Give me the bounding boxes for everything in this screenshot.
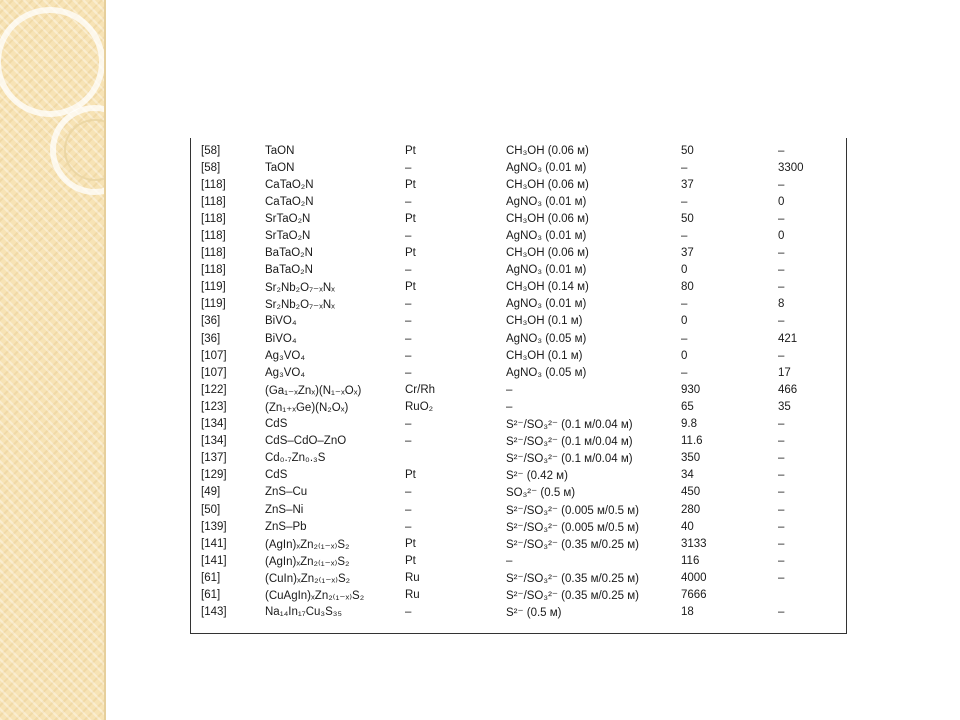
sacrificial-reagent-cell: S²⁻/SO₃²⁻ (0.005 м/0.5 м) [506,521,639,534]
reference-cell: [36] [201,315,221,328]
h2-rate-cell: 3133 [681,537,707,550]
sacrificial-reagent-cell: S²⁻/SO₃²⁻ (0.1 м/0.04 м) [506,436,633,449]
sacrificial-reagent-cell: S²⁻/SO₃²⁻ (0.35 м/0.25 м) [506,538,639,551]
cocatalyst-cell: Pt [405,281,416,294]
sacrificial-reagent-cell: S²⁻ (0.5 м) [506,607,562,620]
o2-rate-cell: – [778,452,785,465]
cocatalyst-cell: – [405,161,412,174]
h2-rate-cell: 18 [681,606,694,619]
o2-rate-cell: – [778,418,785,431]
reference-cell: [118] [201,212,226,225]
o2-rate-cell: – [778,144,785,157]
h2-rate-cell: 50 [681,212,694,225]
h2-rate-cell: 450 [681,486,701,499]
h2-rate-cell: – [681,230,688,243]
table-row [191,484,846,501]
photocatalyst-cell: SrTaO₂N [265,230,311,243]
sacrificial-reagent-cell: AgNO₃ (0.05 м) [506,366,587,379]
reference-cell: [61] [201,588,221,601]
table-row [191,518,846,535]
cocatalyst-cell: Pt [405,178,416,191]
cocatalyst-cell: – [405,195,412,208]
sacrificial-reagent-cell: SO₃²⁻ (0.5 м) [506,487,576,500]
cocatalyst-cell: Cr/Rh [405,383,436,396]
photocatalyst-cell: BaTaO₂N [265,247,313,260]
photocatalyst-cell: CdS–CdO–ZnO [265,435,347,448]
sacrificial-reagent-cell: CH₃OH (0.1 м) [506,315,583,328]
o2-rate-cell: 466 [778,383,798,396]
o2-rate-cell: 0 [778,230,785,243]
reference-cell: [129] [201,469,227,482]
o2-rate-cell: – [778,247,785,260]
table-row [191,296,846,313]
o2-rate-cell: 8 [778,298,785,311]
table-row [191,569,846,586]
cocatalyst-cell: Ru [405,588,420,601]
reference-cell: [118] [201,264,226,277]
photocatalyst-cell: Ag₃VO₄ [265,349,306,362]
reference-cell: [122] [201,383,227,396]
h2-rate-cell: 0 [681,349,688,362]
table-row [191,245,846,262]
data-table-frame [190,138,847,634]
table-body [191,142,846,621]
o2-rate-cell: – [778,554,785,567]
cocatalyst-cell: – [405,315,412,328]
photocatalyst-cell: (CuAgIn)ₓZn₂₍₁₋ₓ₎S₂ [265,589,365,602]
cocatalyst-cell: RuO₂ [405,400,434,413]
cocatalyst-cell: Pt [405,554,416,567]
o2-rate-cell: – [778,264,785,277]
reference-cell: [58] [201,161,221,174]
h2-rate-cell: 34 [681,469,694,482]
h2-rate-cell: – [681,298,688,311]
photocatalyst-cell: Ag₃VO₄ [265,366,306,379]
o2-rate-cell: – [778,520,785,533]
photocatalyst-cell: BaTaO₂N [265,264,313,277]
cocatalyst-cell: Pt [405,537,416,550]
reference-cell: [134] [201,418,227,431]
sacrificial-reagent-cell: CH₃OH (0.1 м) [506,349,583,362]
photocatalyst-cell: (Zn₁₊ₓGe)(N₂Oₓ) [265,401,349,414]
table-row [191,604,846,621]
table-row [191,210,846,227]
cocatalyst-cell: – [405,503,412,516]
reference-cell: [58] [201,144,221,157]
h2-rate-cell: 0 [681,264,688,277]
table-row [191,159,846,176]
sacrificial-reagent-cell: AgNO₃ (0.01 м) [506,161,587,174]
table-row [191,450,846,467]
sacrificial-reagent-cell: CH₃OH (0.06 м) [506,144,589,157]
cocatalyst-cell: – [405,486,412,499]
sacrificial-reagent-cell: CH₃OH (0.14 м) [506,281,589,294]
sacrificial-reagent-cell: S²⁻/SO₃²⁻ (0.35 м/0.25 м) [506,589,639,602]
h2-rate-cell: – [681,366,688,379]
h2-rate-cell: 116 [681,554,700,567]
photocatalyst-cell: (AgIn)ₓZn₂₍₁₋ₓ₎S₂ [265,555,350,568]
h2-rate-cell: 4000 [681,571,707,584]
photocatalyst-cell: Sr₂Nb₂O₇₋ₓNₓ [265,299,335,312]
table-row [191,364,846,381]
photocatalyst-cell: Cd₀.₇Zn₀.₃S [265,452,326,465]
sacrificial-reagent-cell: S²⁻/SO₃²⁻ (0.35 м/0.25 м) [506,572,639,585]
table-row [191,142,846,159]
sacrificial-reagent-cell: CH₃OH (0.06 м) [506,212,589,225]
photocatalyst-cell: ZnS–Cu [265,486,308,499]
h2-rate-cell: – [681,332,688,345]
h2-rate-cell: 40 [681,520,694,533]
cocatalyst-cell: – [405,606,412,619]
cocatalyst-cell: Ru [405,571,420,584]
cocatalyst-cell [405,450,506,467]
table-row [191,227,846,244]
sacrificial-reagent-cell: AgNO₃ (0.01 м) [506,298,587,311]
photocatalyst-cell: CdS [265,418,288,431]
table-row [191,279,846,296]
photocatalyst-cell: Sr₂Nb₂O₇₋ₓNₓ [265,282,335,295]
reference-cell: [139] [201,520,227,533]
o2-rate-cell: – [778,281,785,294]
h2-rate-cell: 350 [681,452,701,465]
sacrificial-reagent-cell: CH₃OH (0.06 м) [506,178,589,191]
table-row [191,313,846,330]
table-row [191,433,846,450]
o2-rate-cell: – [778,571,785,584]
photocatalyst-cell: BiVO₄ [265,315,297,328]
o2-rate-cell: – [778,537,785,550]
table-row [191,176,846,193]
reference-cell: [36] [201,332,221,345]
o2-rate-cell: – [778,212,785,225]
reference-cell: [61] [201,571,221,584]
cocatalyst-cell: Pt [405,144,416,157]
h2-rate-cell: – [681,161,688,174]
decorative-rings [0,0,106,200]
photocatalyst-cell: Na₁₄In₁₇Cu₃S₃₅ [265,606,343,619]
sacrificial-reagent-cell: – [506,400,513,413]
o2-rate-cell: 3300 [778,161,804,174]
sacrificial-reagent-cell: AgNO₃ (0.05 м) [506,332,587,345]
photocatalyst-cell: (Ga₁₋ₓZnₓ)(N₁₋ₓOₓ) [265,384,362,397]
h2-rate-cell: 37 [681,247,694,260]
sacrificial-reagent-cell: S²⁻/SO₃²⁻ (0.005 м/0.5 м) [506,504,639,517]
o2-rate-cell [778,586,846,603]
cocatalyst-cell: Pt [405,469,416,482]
o2-rate-cell: – [778,435,785,448]
h2-rate-cell: 50 [681,144,694,157]
photocatalyst-cell: (CuIn)ₓZn₂₍₁₋ₓ₎S₂ [265,572,351,585]
reference-cell: [118] [201,230,226,243]
reference-cell: [118] [201,247,226,260]
photocatalyst-cell: (AgIn)ₓZn₂₍₁₋ₓ₎S₂ [265,538,350,551]
table-row [191,398,846,415]
reference-cell: [107] [201,349,227,362]
cocatalyst-cell: – [405,264,412,277]
sacrificial-reagent-cell: AgNO₃ (0.01 м) [506,195,587,208]
h2-rate-cell: 11.6 [681,435,703,448]
table-row [191,586,846,603]
reference-cell: [119] [201,298,226,311]
photocatalyst-cell: TaON [265,144,295,157]
sacrificial-reagent-cell: – [506,383,513,396]
reference-cell: [118] [201,195,226,208]
reference-cell: [134] [201,435,227,448]
cocatalyst-cell: – [405,418,412,431]
o2-rate-cell: – [778,349,785,362]
decorative-side-band [0,0,106,720]
cocatalyst-cell: – [405,332,412,345]
table-row [191,467,846,484]
cocatalyst-cell: – [405,435,412,448]
cocatalyst-cell: – [405,230,412,243]
cocatalyst-cell: – [405,366,412,379]
h2-rate-cell: 9.8 [681,418,697,431]
sacrificial-reagent-cell: AgNO₃ (0.01 м) [506,230,587,243]
o2-rate-cell: – [778,503,785,516]
sacrificial-reagent-cell: S²⁻ (0.42 м) [506,470,568,483]
table-row [191,381,846,398]
h2-rate-cell: 65 [681,400,694,413]
table-row [191,535,846,552]
h2-rate-cell: 280 [681,503,701,516]
o2-rate-cell: 421 [778,332,798,345]
reference-cell: [123] [201,400,227,413]
h2-rate-cell: 7666 [681,588,707,601]
h2-rate-cell: 0 [681,315,688,328]
o2-rate-cell: 17 [778,366,791,379]
sacrificial-reagent-cell: S²⁻/SO₃²⁻ (0.1 м/0.04 м) [506,419,633,432]
o2-rate-cell: – [778,315,785,328]
sacrificial-reagent-cell: – [506,554,513,567]
table-row [191,330,846,347]
table-row [191,262,846,279]
photocatalyst-cell: ZnS–Pb [265,520,307,533]
table-row [191,552,846,569]
o2-rate-cell: – [778,606,785,619]
reference-cell: [141] [201,554,227,567]
sacrificial-reagent-cell: S²⁻/SO₃²⁻ (0.1 м/0.04 м) [506,453,633,466]
cocatalyst-cell: Pt [405,212,416,225]
h2-rate-cell: 930 [681,383,701,396]
photocatalyst-cell: CaTaO₂N [265,195,314,208]
reference-cell: [49] [201,486,221,499]
sacrificial-reagent-cell: CH₃OH (0.06 м) [506,247,589,260]
photocatalyst-cell: ZnS–Ni [265,503,304,516]
photocatalyst-cell: BiVO₄ [265,332,297,345]
reference-cell: [137] [201,452,227,465]
reference-cell: [50] [201,503,221,516]
photocatalyst-cell: CdS [265,469,288,482]
table-row [191,347,846,364]
o2-rate-cell: 35 [778,400,791,413]
cocatalyst-cell: – [405,349,412,362]
table-row [191,501,846,518]
reference-cell: [118] [201,178,226,191]
cocatalyst-cell: – [405,520,412,533]
table-row [191,416,846,433]
h2-rate-cell: – [681,195,688,208]
o2-rate-cell: 0 [778,195,785,208]
h2-rate-cell: 80 [681,281,694,294]
table-row [191,193,846,210]
reference-cell: [107] [201,366,227,379]
o2-rate-cell: – [778,469,785,482]
photocatalyst-cell: CaTaO₂N [265,178,314,191]
data-table [191,142,846,621]
h2-rate-cell: 37 [681,178,694,191]
photocatalyst-cell: SrTaO₂N [265,212,311,225]
reference-cell: [141] [201,537,227,550]
sacrificial-reagent-cell: AgNO₃ (0.01 м) [506,264,587,277]
reference-cell: [119] [201,281,226,294]
o2-rate-cell: – [778,178,785,191]
cocatalyst-cell: – [405,298,412,311]
o2-rate-cell: – [778,486,785,499]
cocatalyst-cell: Pt [405,247,416,260]
photocatalyst-cell: TaON [265,161,295,174]
reference-cell: [143] [201,606,227,619]
